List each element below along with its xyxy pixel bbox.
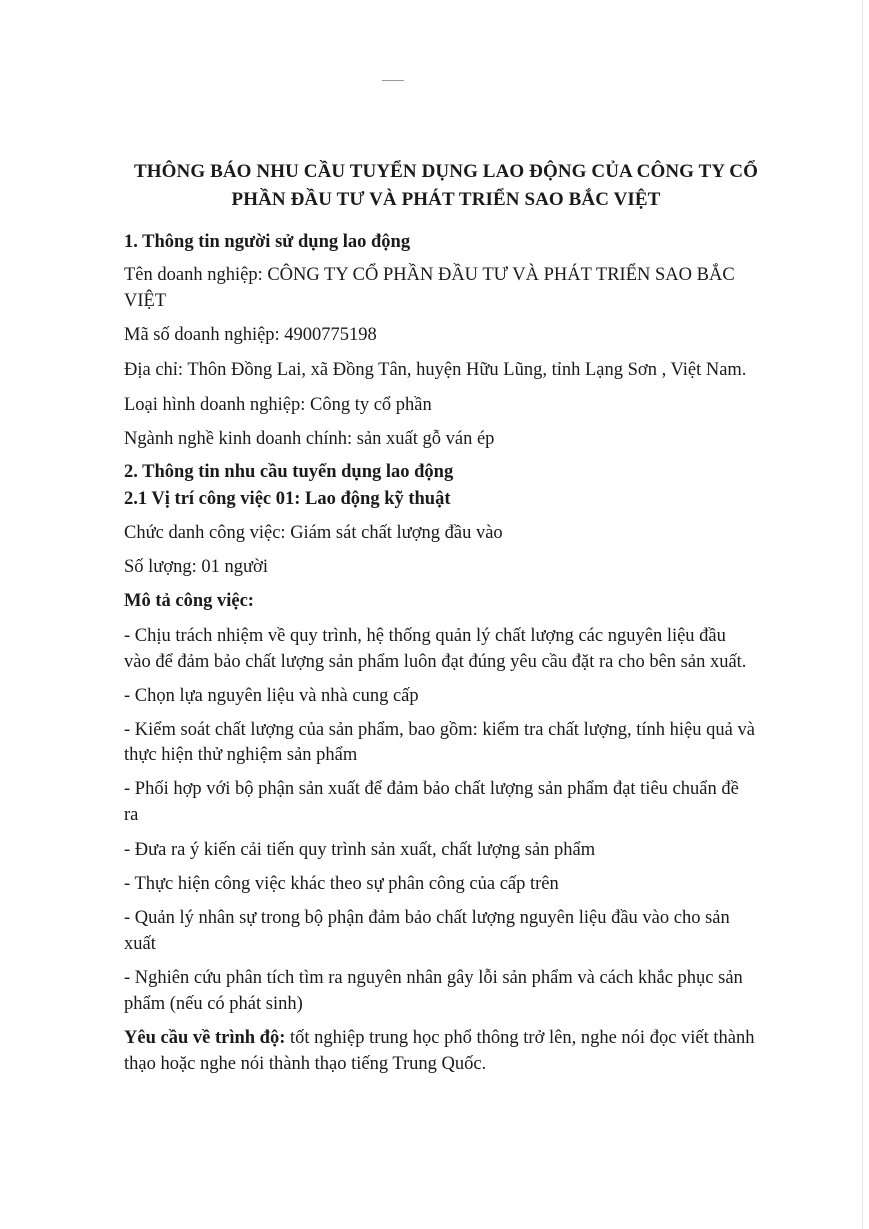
business-type: Loại hình doanh nghiệp: Công ty cổ phần bbox=[124, 395, 432, 415]
scan-edge-line bbox=[862, 0, 863, 1229]
address: Địa chỉ: Thôn Đồng Lai, xã Đồng Tân, huyện Hữu Lũng, tỉnh Lạng Sơn , Việt Nam. bbox=[124, 360, 747, 380]
tax-code: Mã số doanh nghiệp: 4900775198 bbox=[124, 325, 377, 345]
title-line-2: PHẦN ĐẦU TƯ VÀ PHÁT TRIỂN SAO BẮC VIỆT bbox=[231, 189, 661, 210]
quantity: Số lượng: 01 người bbox=[124, 557, 268, 577]
duty-line: phẩm (nếu có phát sinh) bbox=[124, 994, 303, 1014]
title-line-1: THÔNG BÁO NHU CẦU TUYỂN DỤNG LAO ĐỘNG CỦA CÔNG TY CỔ bbox=[134, 161, 758, 182]
duty-line: - Phối hợp với bộ phận sản xuất để đảm bảo chất lượng sản phẩm đạt tiêu chuẩn đề bbox=[124, 779, 739, 799]
duty-line: xuất bbox=[124, 934, 156, 954]
duty-line: - Chịu trách nhiệm về quy trình, hệ thống quản lý chất lượng các nguyên liệu đầu bbox=[124, 626, 726, 646]
duty-line: vào để đảm bảo chất lượng sản phẩm luôn đạt đúng yêu cầu đặt ra cho bên sản xuất. bbox=[124, 652, 747, 672]
duty-line: - Đưa ra ý kiến cải tiến quy trình sản xuất, chất lượng sản phẩm bbox=[124, 840, 596, 860]
company-name-line-2: VIỆT bbox=[124, 291, 167, 311]
job-description-heading: Mô tả công việc: bbox=[124, 591, 254, 611]
duty-line: ra bbox=[124, 805, 139, 825]
duty-line: - Quản lý nhân sự trong bộ phận đảm bảo chất lượng nguyên liệu đầu vào cho sản bbox=[124, 908, 730, 928]
duty-line: - Kiểm soát chất lượng của sản phẩm, bao gồm: kiểm tra chất lượng, tính hiệu quả và bbox=[124, 720, 755, 740]
requirement-line-1 bbox=[124, 1025, 824, 1051]
section-2-heading: 2. Thông tin nhu cầu tuyển dụng lao động bbox=[124, 462, 454, 482]
main-business: Ngành nghề kinh doanh chính: sản xuất gỗ ván ép bbox=[124, 429, 495, 449]
duty-line: - Chọn lựa nguyên liệu và nhà cung cấp bbox=[124, 686, 419, 706]
job-title: Chức danh công việc: Giám sát chất lượng đầu vào bbox=[124, 523, 503, 543]
scan-mark bbox=[382, 80, 404, 81]
document-title bbox=[100, 158, 792, 214]
requirement-label: Yêu cầu về trình độ: bbox=[124, 1028, 286, 1048]
requirement-line-2: thạo hoặc nghe nói thành thạo tiếng Trung Quốc. bbox=[124, 1054, 487, 1074]
requirement-text: tốt nghiệp trung học phổ thông trở lên, nghe nói đọc viết thành bbox=[285, 1028, 755, 1048]
company-name-line-1: Tên doanh nghiệp: CÔNG TY CỔ PHẦN ĐẦU TƯ VÀ PHÁT TRIỂN SAO BẮC bbox=[124, 265, 735, 285]
duty-line: - Thực hiện công việc khác theo sự phân công của cấp trên bbox=[124, 874, 559, 894]
section-1-heading: 1. Thông tin người sử dụng lao động bbox=[124, 232, 411, 252]
position-heading: 2.1 Vị trí công việc 01: Lao động kỹ thuật bbox=[124, 489, 451, 509]
duty-line: - Nghiên cứu phân tích tìm ra nguyên nhân gây lỗi sản phẩm và cách khắc phục sản bbox=[124, 968, 743, 988]
duty-line: thực hiện thử nghiệm sản phẩm bbox=[124, 745, 358, 765]
